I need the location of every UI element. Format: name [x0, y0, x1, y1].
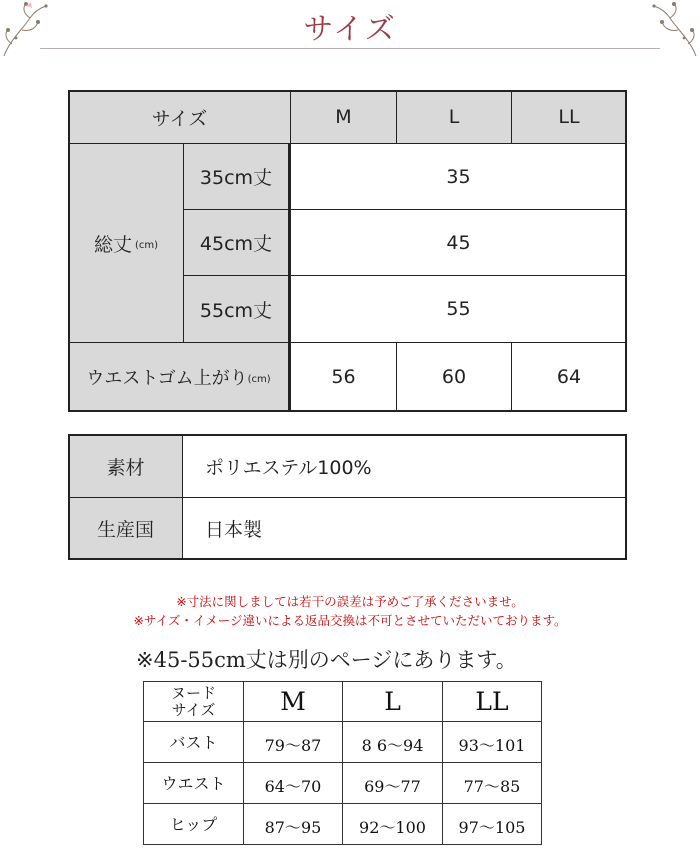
waist-row-label-cell	[68, 342, 291, 412]
size-header-m: M	[290, 90, 397, 144]
waist-unit: (cm)	[247, 373, 271, 385]
nude-corner-line1: ヌード	[170, 683, 216, 702]
size-header-l: L	[396, 90, 512, 144]
note-tolerance: ※寸法に関しましては若干の誤差は予めご了承くださいませ。	[176, 594, 524, 609]
length-row-55-value: 55	[290, 275, 627, 343]
title-divider	[40, 48, 660, 49]
nude-hip-ll: 97～105	[442, 803, 542, 845]
size-table	[68, 90, 627, 412]
nude-waist-m: 64～70	[243, 762, 343, 804]
length-row-55-label: 55cm丈	[183, 275, 291, 343]
length-row-45-value: 45	[290, 209, 627, 276]
length-label: 総丈	[93, 233, 132, 256]
length-row-35-label: 35cm丈	[183, 143, 291, 210]
length-row-35-value: 35	[290, 143, 627, 210]
nude-row-hip-label: ヒップ	[143, 803, 244, 845]
nude-waist-l: 69～77	[342, 762, 443, 804]
nude-row-bust-label: バスト	[143, 721, 244, 763]
nude-bust-l: 8 6～94	[342, 721, 443, 763]
waist-value-m: 56	[290, 342, 397, 412]
waist-label: ウエストゴム上がり	[86, 368, 248, 389]
nude-corner-line2: サイズ	[171, 700, 216, 719]
size-header-label: サイズ	[68, 90, 291, 144]
nude-hip-m: 87～95	[243, 803, 343, 845]
nude-header-m: M	[243, 681, 343, 722]
page-header	[0, 0, 700, 60]
other-page-note: ※45-55cm丈は別のページにあります。	[136, 648, 517, 672]
note-no-return: ※サイズ・イメージ違いによる返品交換は不可とさせていただいております。	[133, 613, 567, 628]
nude-bust-m: 79～87	[243, 721, 343, 763]
length-group-label	[68, 143, 184, 343]
nude-row-waist-label: ウエスト	[143, 762, 244, 804]
length-unit: (cm)	[134, 239, 159, 251]
nude-corner-cell	[143, 681, 244, 722]
waist-value-l: 60	[396, 342, 512, 412]
material-value: ポリエステル100%	[182, 434, 627, 498]
nude-bust-ll: 93～101	[442, 721, 542, 763]
nude-header-l: L	[342, 681, 443, 722]
nude-header-ll: LL	[442, 681, 542, 722]
material-table	[68, 434, 627, 560]
page-title: サイズ	[303, 12, 397, 47]
nude-hip-l: 92～100	[342, 803, 443, 845]
length-row-45-label: 45cm丈	[183, 209, 291, 276]
nude-size-table	[143, 681, 542, 845]
origin-label: 生産国	[68, 497, 183, 560]
nude-waist-ll: 77～85	[442, 762, 542, 804]
material-label: 素材	[68, 434, 183, 498]
size-header-ll: LL	[511, 90, 627, 144]
origin-value: 日本製	[182, 497, 627, 560]
waist-value-ll: 64	[511, 342, 627, 412]
